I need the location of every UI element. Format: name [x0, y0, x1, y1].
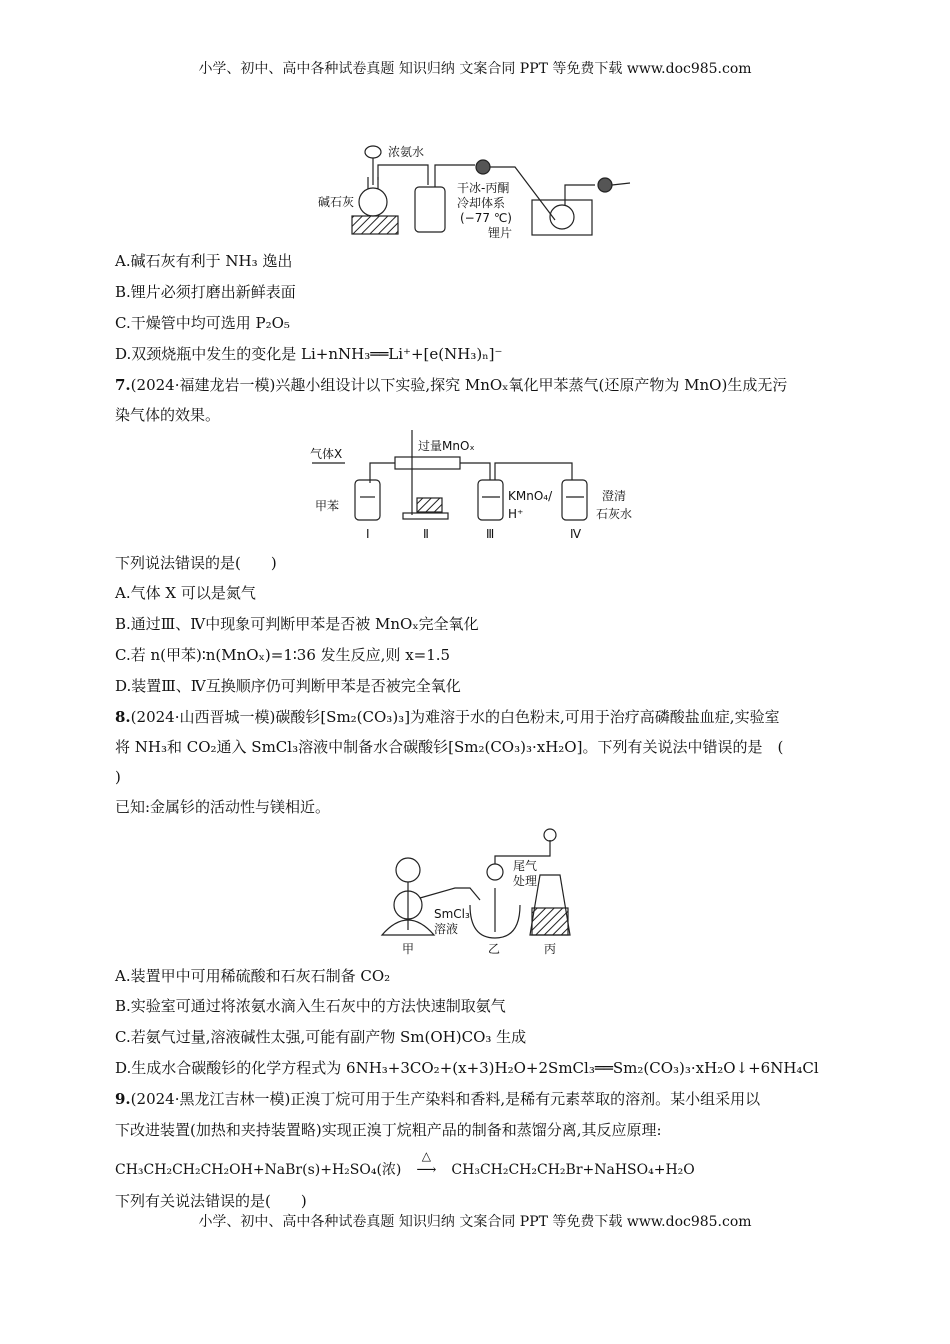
label-toluene: 甲苯: [315, 499, 340, 513]
page-footer: 小学、初中、高中各种试卷真题 知识归纳 文案合同 PPT 等免费下载 www.doc985.com: [198, 1214, 752, 1230]
q9-question: 下列有关说法错误的是( ): [115, 1192, 307, 1210]
q7-option-d: D.装置Ⅲ、Ⅳ互换顺序仍可判断甲苯是否被完全氧化: [115, 677, 461, 695]
label-tail-gas-2: 处理: [513, 874, 538, 888]
q7-option-c: C.若 n(甲苯)∶n(MnOₓ)=1∶36 发生反应,则 x=1.5: [115, 646, 451, 664]
q8-option-d: D.生成水合碳酸钐的化学方程式为 6NH₃+3CO₂+(x+3)H₂O+2SmCl₃══Sm₂(CO₃)₃·xH₂O↓+6NH₄Cl: [115, 1059, 819, 1077]
q8-stem-1: 8.(2024·山西晋城一模)碳酸钐[Sm₂(CO₃)₃]为难溶于水的白色粉末,可用于治疗高磷酸盐血症,实验室: [115, 708, 780, 726]
q9-stem-1: 9.(2024·黑龙江吉林一模)正溴丁烷可用于生产染料和香料,是稀有元素萃取的溶剂。某小组采用以: [115, 1090, 761, 1108]
label-solution: 溶液: [434, 922, 459, 936]
label-bing: 丙: [544, 942, 557, 956]
q6-option-a: A.碱石灰有利于 NH₃ 逸出: [115, 252, 293, 270]
q7-stem-2: 染气体的效果。: [115, 406, 221, 424]
label-iii: Ⅲ: [486, 527, 495, 541]
q7-number: 7.: [115, 376, 131, 394]
q8-known: 已知:金属钐的活动性与镁相近。: [115, 798, 331, 816]
label-yi: 乙: [488, 942, 501, 956]
toluene-oxidation-apparatus-figure: [300, 425, 640, 545]
q7-question: 下列说法错误的是( ): [115, 554, 277, 572]
label-iv: Ⅳ: [570, 527, 582, 541]
label-kmno4: KMnO₄/: [508, 489, 553, 503]
q9-number: 9.: [115, 1090, 131, 1108]
label-h-plus: H⁺: [508, 507, 524, 521]
label-limewater-1: 澄清: [602, 489, 627, 503]
label-temperature: (−77 ℃): [460, 211, 512, 225]
label-cooling-2: 冷却体系: [457, 196, 506, 210]
q9-stem-2: 下改进装置(加热和夹持装置略)实现正溴丁烷粗产品的制备和蒸馏分离,其反应原理:: [115, 1121, 662, 1139]
samarium-carbonate-apparatus-figure: [370, 820, 580, 960]
q6-option-d: D.双颈烧瓶中发生的变化是 Li+nNH₃══Li⁺+[e(NH₃)ₙ]⁻: [115, 345, 503, 363]
label-excess-mnox: 过量MnOₓ: [418, 439, 475, 453]
q8-option-b: B.实验室可通过将浓氨水滴入生石灰中的方法快速制取氨气: [115, 997, 506, 1015]
q8-stem-3: ): [115, 768, 121, 786]
q7-option-b: B.通过Ⅲ、Ⅳ中现象可判断甲苯是否被 MnOₓ完全氧化: [115, 615, 479, 633]
label-tail-gas-1: 尾气: [513, 859, 538, 873]
label-smcl3: SmCl₃: [434, 907, 470, 921]
q9-reaction-equation: CH₃CH₂CH₂CH₂OH+NaBr(s)+H₂SO₄(浓) △ ⟶ CH₃CH₂CH₂CH₂Br+NaHSO₄+H₂O: [115, 1160, 695, 1180]
reaction-arrow-icon: ⟶: [416, 1162, 437, 1178]
q8-number: 8.: [115, 708, 131, 726]
q6-option-b: B.锂片必须打磨出新鲜表面: [115, 283, 296, 301]
q7-stem-1: 7.(2024·福建龙岩一模)兴趣小组设计以下实验,探究 MnOₓ氧化甲苯蒸气(还原产物为 MnO)生成无污: [115, 376, 788, 394]
q6-option-c: C.干燥管中均可选用 P₂O₅: [115, 314, 290, 332]
label-limewater-2: 石灰水: [596, 507, 633, 521]
label-gas-x: 气体X: [310, 447, 343, 461]
label-lithium: 锂片: [488, 226, 513, 240]
q8-option-a: A.装置甲中可用稀硫酸和石灰石制备 CO₂: [115, 967, 391, 985]
label-i: Ⅰ: [366, 527, 370, 541]
q8-stem-2: 将 NH₃和 CO₂通入 SmCl₃溶液中制备水合碳酸钐[Sm₂(CO₃)₃·xH₂O]。下列有关说法中错误的是 (: [115, 738, 784, 756]
q7-option-a: A.气体 X 可以是氮气: [115, 584, 256, 602]
label-cooling-1: 干冰-丙酮: [457, 181, 510, 195]
heat-condition: △: [421, 1149, 432, 1163]
label-soda-lime: 碱石灰: [318, 195, 355, 209]
q8-option-c: C.若氨气过量,溶液碱性太强,可能有副产物 Sm(OH)CO₃ 生成: [115, 1028, 527, 1046]
label-jia: 甲: [402, 942, 415, 956]
label-ammonia-water: 浓氨水: [388, 145, 425, 159]
label-ii: Ⅱ: [423, 527, 429, 541]
ammonia-lithium-apparatus-figure: [300, 125, 640, 245]
page-header: 小学、初中、高中各种试卷真题 知识归纳 文案合同 PPT 等免费下载 www.doc985.com: [198, 61, 752, 77]
